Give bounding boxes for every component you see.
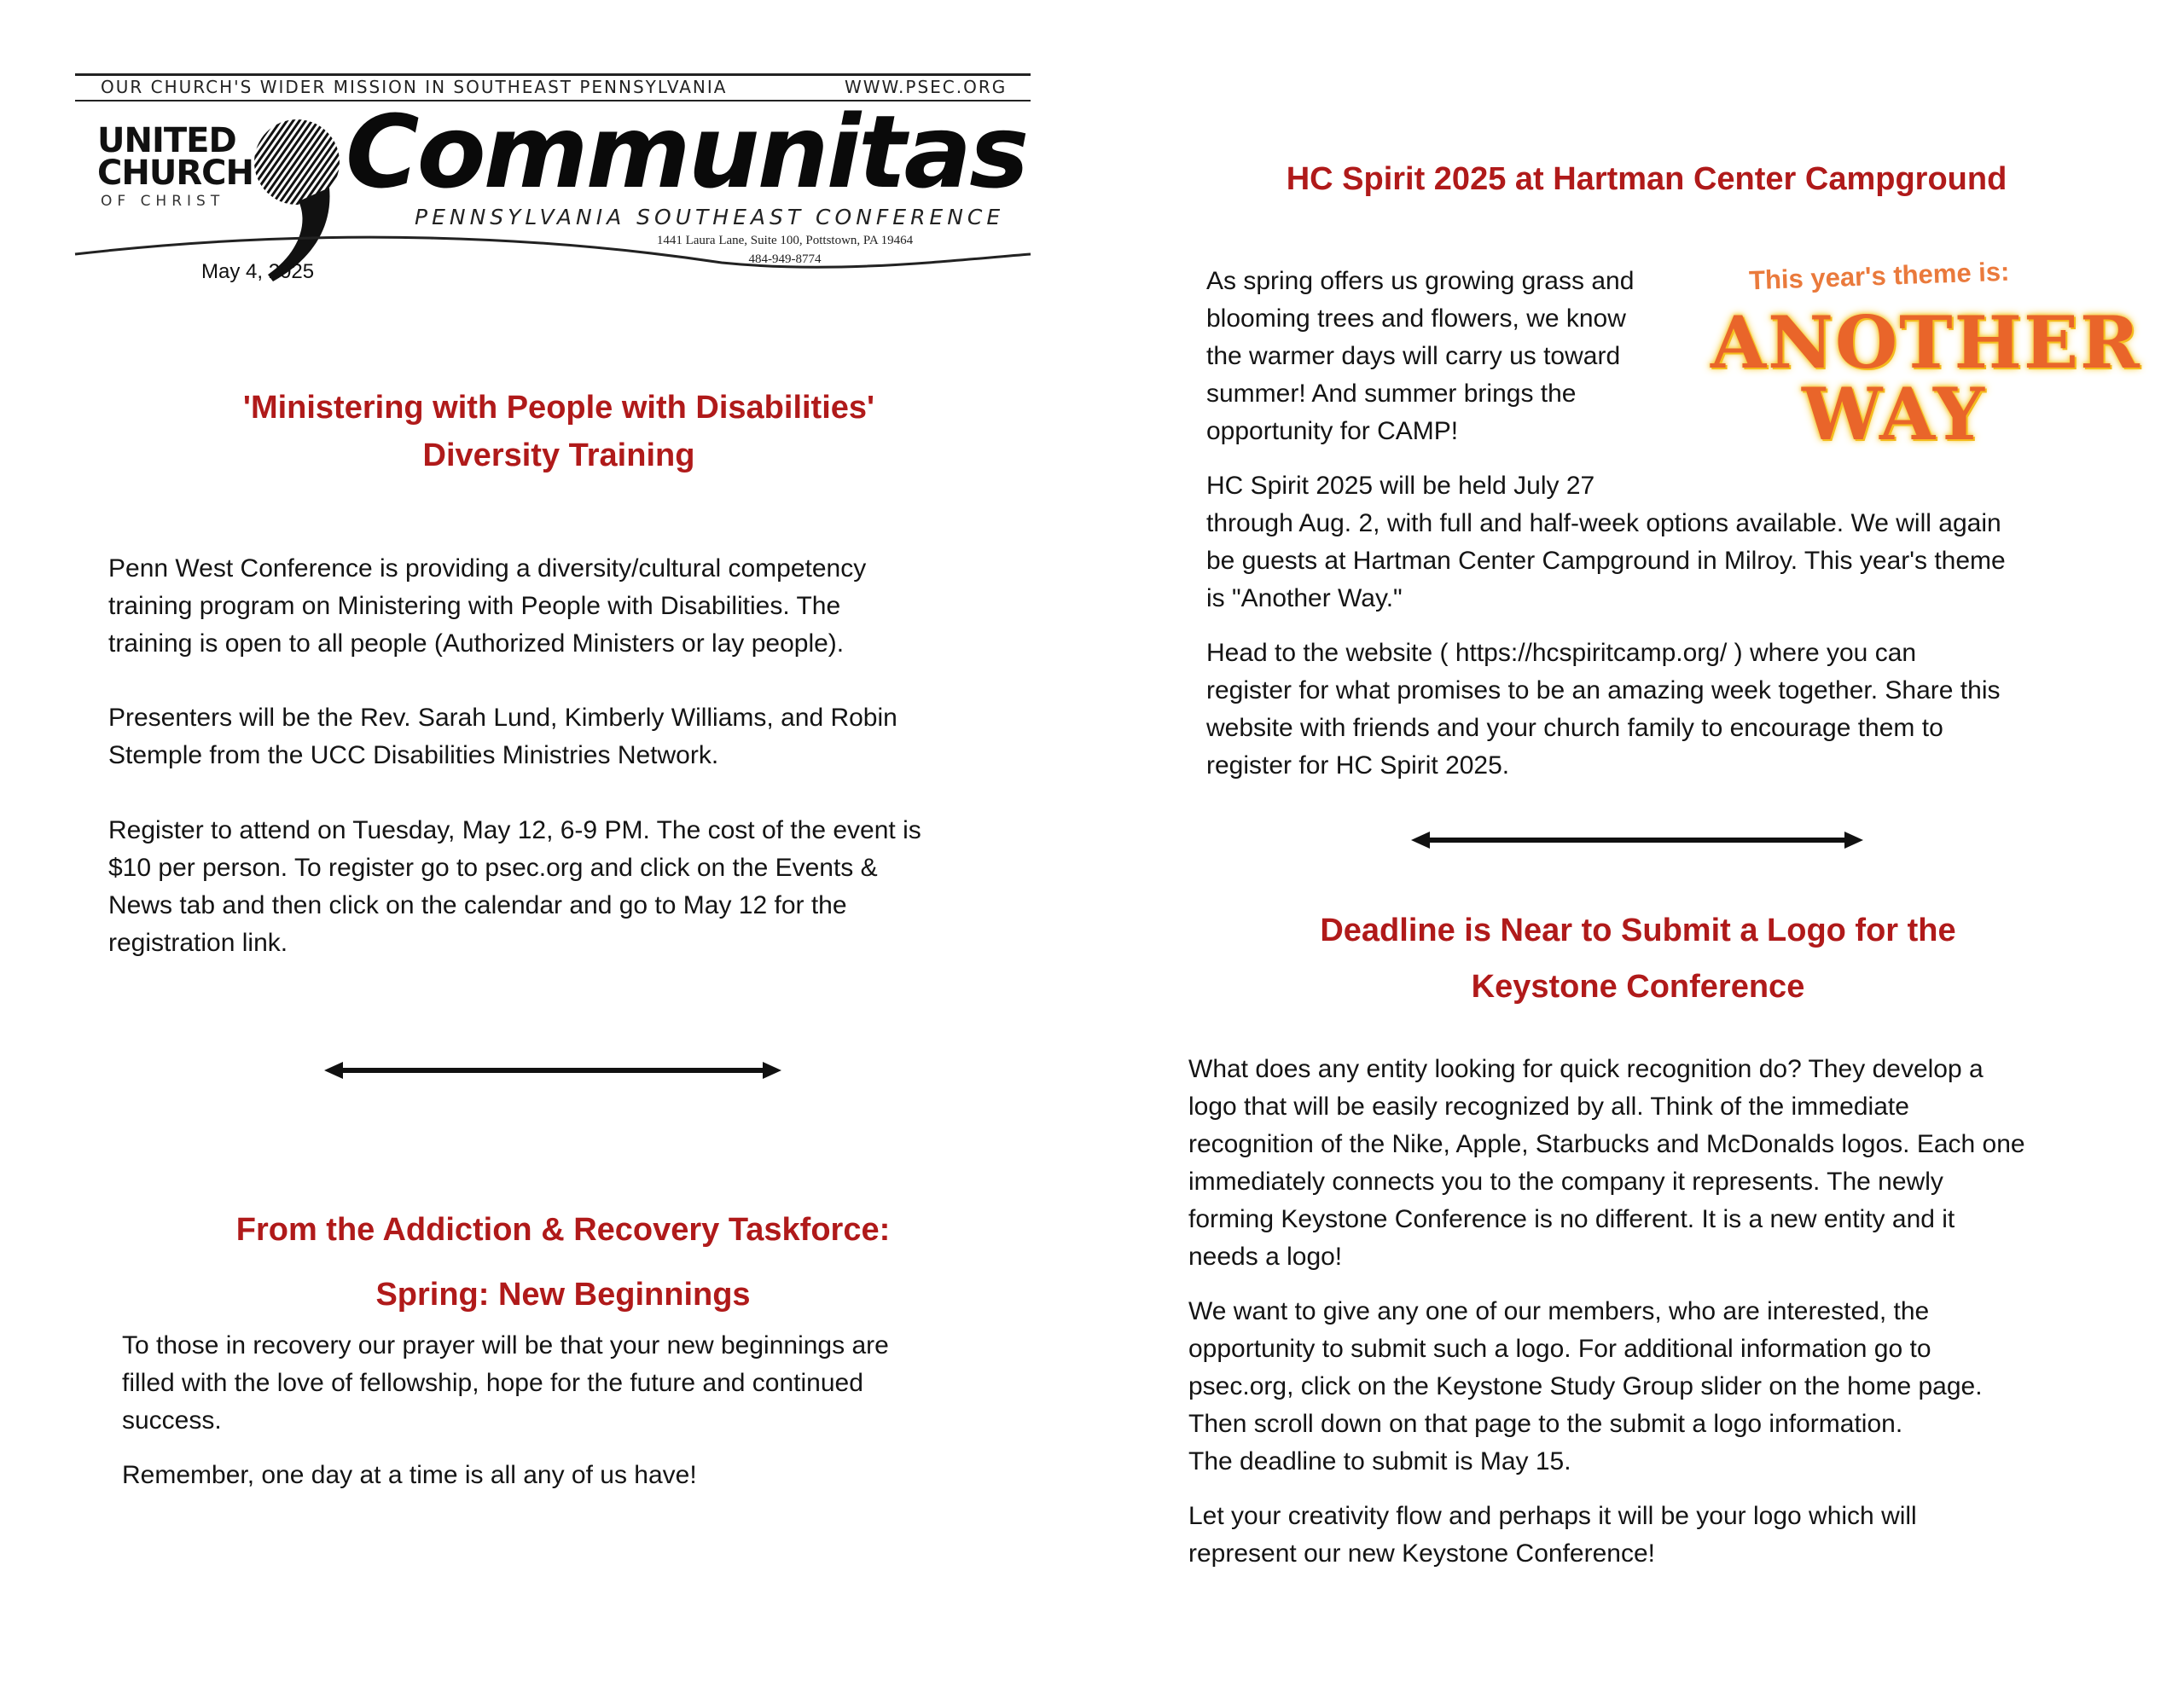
text-line: Penn West Conference is providing a diversity/cultural competency	[108, 554, 867, 583]
newsletter-title: Communitas	[346, 93, 1027, 211]
text-line: training is open to all people (Authorized Ministers or lay people).	[108, 629, 845, 658]
masthead-tagline: OUR CHURCH'S WIDER MISSION IN SOUTHEAST PENNSYLVANIA	[101, 77, 728, 97]
section-divider-arrow	[324, 1058, 781, 1083]
theme-line1: ANOTHER	[1711, 300, 2141, 385]
text-line: success.	[122, 1406, 222, 1435]
disabilities-heading	[102, 384, 1015, 479]
text-line: through Aug. 2, with full and half-week options available. We will again	[1206, 509, 2001, 537]
disabilities-paragraph-1	[108, 550, 866, 663]
text-line: be guests at Hartman Center Campground in Milroy. This year's theme	[1206, 547, 2006, 575]
text-line: filled with the love of fellowship, hope for the future and continued	[122, 1369, 863, 1397]
newsletter-subtitle: PENNSYLVANIA SOUTHEAST CONFERENCE	[415, 205, 1005, 229]
text-line: logo that will be easily recognized by all. Think of the immediate	[1188, 1093, 1909, 1121]
logo-paragraph-1	[1188, 1051, 2025, 1276]
theme-art	[1711, 300, 2141, 456]
text-line: training program on Ministering with People with Disabilities. The	[108, 592, 841, 620]
text-line: register for HC Spirit 2025.	[1206, 751, 1510, 780]
disabilities-paragraph-3	[108, 812, 921, 962]
text-line: is "Another Way."	[1206, 584, 1403, 612]
hcspirit-website	[1206, 635, 2000, 785]
ucc-logo-text	[97, 121, 253, 193]
publication-date: May 4, 2025	[201, 260, 315, 283]
text-line: $10 per person. To register go to psec.org and click on the Events &	[108, 854, 878, 882]
text-line: opportunity to submit such a logo. For additional information go to	[1188, 1335, 1931, 1363]
disabilities-heading-line1: 'Ministering with People with Disabilities'	[242, 390, 875, 426]
theme-line2: WAY	[1802, 372, 1986, 456]
logo-heading	[1194, 902, 2082, 1015]
text-line: News tab and then click on the calendar and go to May 12 for the	[108, 891, 847, 919]
text-line: HC Spirit 2025 will be held July 27	[1206, 472, 1595, 500]
theme-label: This year's theme is:	[1748, 256, 2010, 296]
text-line: blooming trees and flowers, we know	[1206, 304, 1626, 333]
ucc-line1: UNITED	[97, 121, 236, 160]
text-line: Remember, one day at a time is all any of us have!	[122, 1461, 697, 1489]
hcspirit-intro	[1206, 263, 1634, 450]
text-line: the warmer days will carry us toward	[1206, 342, 1621, 370]
text-line: Head to the website ( https://hcspiritcamp.org/ ) where you can	[1206, 639, 1917, 667]
masthead-website[interactable]: WWW.PSEC.ORG	[845, 77, 1008, 97]
addiction-heading-line2: Spring: New Beginnings	[375, 1277, 751, 1313]
text-line: Register to attend on Tuesday, May 12, 6-9 PM. The cost of the event is	[108, 816, 921, 844]
text-line: Then scroll down on that page to the submit a logo information.	[1188, 1410, 1903, 1438]
disabilities-heading-line2: Diversity Training	[422, 438, 695, 473]
disabilities-paragraph-2	[108, 699, 897, 774]
text-line: recognition of the Nike, Apple, Starbucks and McDonalds logos. Each one	[1188, 1130, 2025, 1158]
text-line: summer! And summer brings the	[1206, 380, 1577, 408]
text-line: Stemple from the UCC Disabilities Ministries Network.	[108, 741, 719, 769]
text-line: represent our new Keystone Conference!	[1188, 1539, 1655, 1568]
hcspirit-heading: HC Spirit 2025 at Hartman Center Campground	[1286, 161, 2007, 197]
text-line: forming Keystone Conference is no different. It is a new entity and it	[1188, 1205, 1955, 1233]
text-line: To those in recovery our prayer will be that your new beginnings are	[122, 1331, 889, 1359]
text-line: register for what promises to be an amazing week together. Share this	[1206, 676, 2001, 704]
hcspirit-dates	[1206, 467, 2006, 617]
addiction-heading	[102, 1197, 1024, 1327]
text-line: What does any entity looking for quick recognition do? They develop a	[1188, 1055, 1984, 1083]
text-line: We want to give any one of our members, who are interested, the	[1188, 1297, 1930, 1325]
logo-heading-line1: Deadline is Near to Submit a Logo for the	[1320, 913, 1956, 948]
addiction-paragraph-2	[122, 1457, 697, 1494]
addiction-heading-line1: From the Addiction & Recovery Taskforce:	[235, 1212, 891, 1248]
addiction-paragraph-1	[122, 1327, 889, 1440]
text-line: As spring offers us growing grass and	[1206, 267, 1635, 295]
section-divider-arrow	[1411, 827, 1863, 853]
ucc-line3: OF CHRIST	[101, 193, 225, 210]
text-line: registration link.	[108, 929, 288, 957]
text-line: Presenters will be the Rev. Sarah Lund, Kimberly Williams, and Robin	[108, 704, 897, 732]
logo-heading-line2: Keystone Conference	[1471, 969, 1805, 1005]
ucc-line2: CHURCH	[97, 154, 253, 193]
text-line: needs a logo!	[1188, 1243, 1343, 1271]
text-line: psec.org, click on the Keystone Study Group slider on the home page.	[1188, 1372, 1983, 1400]
text-line: website with friends and your church family to encourage them to	[1206, 714, 1943, 742]
text-line: opportunity for CAMP!	[1206, 417, 1459, 445]
text-line: Let your creativity flow and perhaps it will be your logo which will	[1188, 1502, 1917, 1530]
text-line: immediately connects you to the company it represents. The newly	[1188, 1168, 1943, 1196]
masthead-phone: 484-949-8774	[748, 252, 822, 266]
masthead-top-rule	[75, 73, 1031, 76]
logo-paragraph-2	[1188, 1293, 1983, 1481]
text-line: The deadline to submit is May 15.	[1188, 1447, 1571, 1475]
logo-paragraph-3	[1188, 1498, 1917, 1573]
masthead-address: 1441 Laura Lane, Suite 100, Pottstown, PA 19464	[656, 234, 914, 247]
